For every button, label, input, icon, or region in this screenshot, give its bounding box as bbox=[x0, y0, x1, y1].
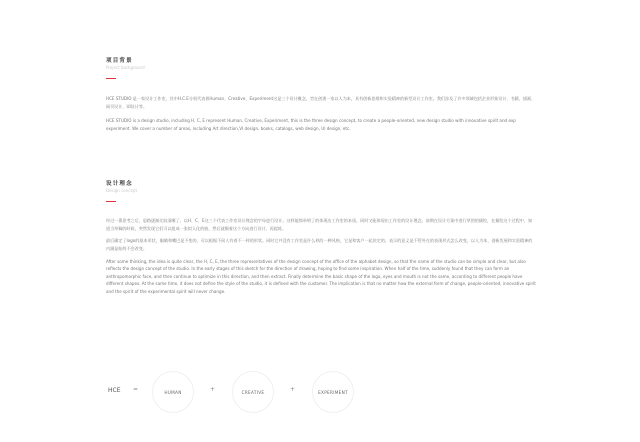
equals-sign: = bbox=[133, 386, 139, 393]
section-subtitle: Design concept bbox=[106, 188, 138, 193]
human-circle: HUMAN bbox=[152, 371, 194, 413]
hce-label: HCE bbox=[108, 387, 121, 394]
accent-divider bbox=[106, 201, 116, 202]
accent-divider bbox=[106, 78, 116, 79]
plus-sign: + bbox=[290, 386, 296, 393]
section-subtitle: Project background bbox=[106, 65, 145, 70]
paragraph-cn: HCE STUDIO 是一家设计工作室，其中H.C.E分别代表着Human、Creative、Experiment这是三个设计概念，旨在创建一家以人为本，具有创新思维和实验精神的新型设计工作室。我们涉及了许多领域包括企业形象设计、书籍、插画、网页设计、UI设计等。 bbox=[106, 96, 536, 109]
paragraph-cn-1: 经过一番思考之后，思路逐渐比较清晰了。以H、C、E这三个代表工作室设计理念的字母进行设计。这样能简单明了的体现出工作室的本质。同时又能体现出工作室的设计理念。前期在设计方案中进行草图的描绘，在描绘这个过程中，知道当草稿的时候，突然发现它们可以组成一张拟人化的脸，然后就顺着这个方向进行设计、再提炼。 bbox=[106, 218, 533, 231]
plus-sign: + bbox=[210, 386, 216, 393]
experiment-circle: EXPERIMENT bbox=[312, 371, 354, 413]
paragraph-cn-2: 最后确定了logo的基本形状，眼睛和嘴巴是不变的，可以根据不同人有着不一样的形状。同时它并没有工作室是什么样的一种风格，它是和客户一起决定的。表示的意义是不管外在的表现形式怎么改变，以人为本、创新发展和实验精神的内涵是始终不会改变。 bbox=[106, 238, 533, 252]
section-title: 设计理念 bbox=[106, 181, 133, 187]
hce-formula bbox=[100, 360, 520, 424]
paragraph-en: After some thinking, the idea is quite clear, the H, C, E, the three representatives of the design concept of the office of the alphabet design, so that the name of the studio can be simple and clear, but also reflects the design concept of the studio. In the early stages of this sketch for the direction of drawing, hoping to find some inspiration. When half of the time, suddenly found that they can form an anthropomorphic face, and then continue to optimize in this direction, and then extract. Finally determine the basic shape of the logo, eyes and mouth is not the same, according to different people have different shapes. At the same time, it does not define the style of the studio, it is defined with the customer. The implication is that no matter how the external form of change, people-oriented, innovative spirit and the spirit of the experimental spirit will never change. bbox=[106, 258, 536, 295]
design-concept-section bbox=[106, 180, 536, 296]
project-background-section bbox=[106, 57, 536, 133]
section-title: 项目背景 bbox=[106, 58, 133, 64]
paragraph-en: HCE STUDIO is a design studio, including H, C, E represent Human, Creative, Experiment, this is the three design concept, to create a people-oriented, new design studio with innovative spirit and exp experiment. We cover a number of areas, including Art direction,VI design, books, catalogs, web design, UI design, etc. bbox=[106, 118, 516, 132]
creative-circle: CREATIVE bbox=[232, 371, 274, 413]
